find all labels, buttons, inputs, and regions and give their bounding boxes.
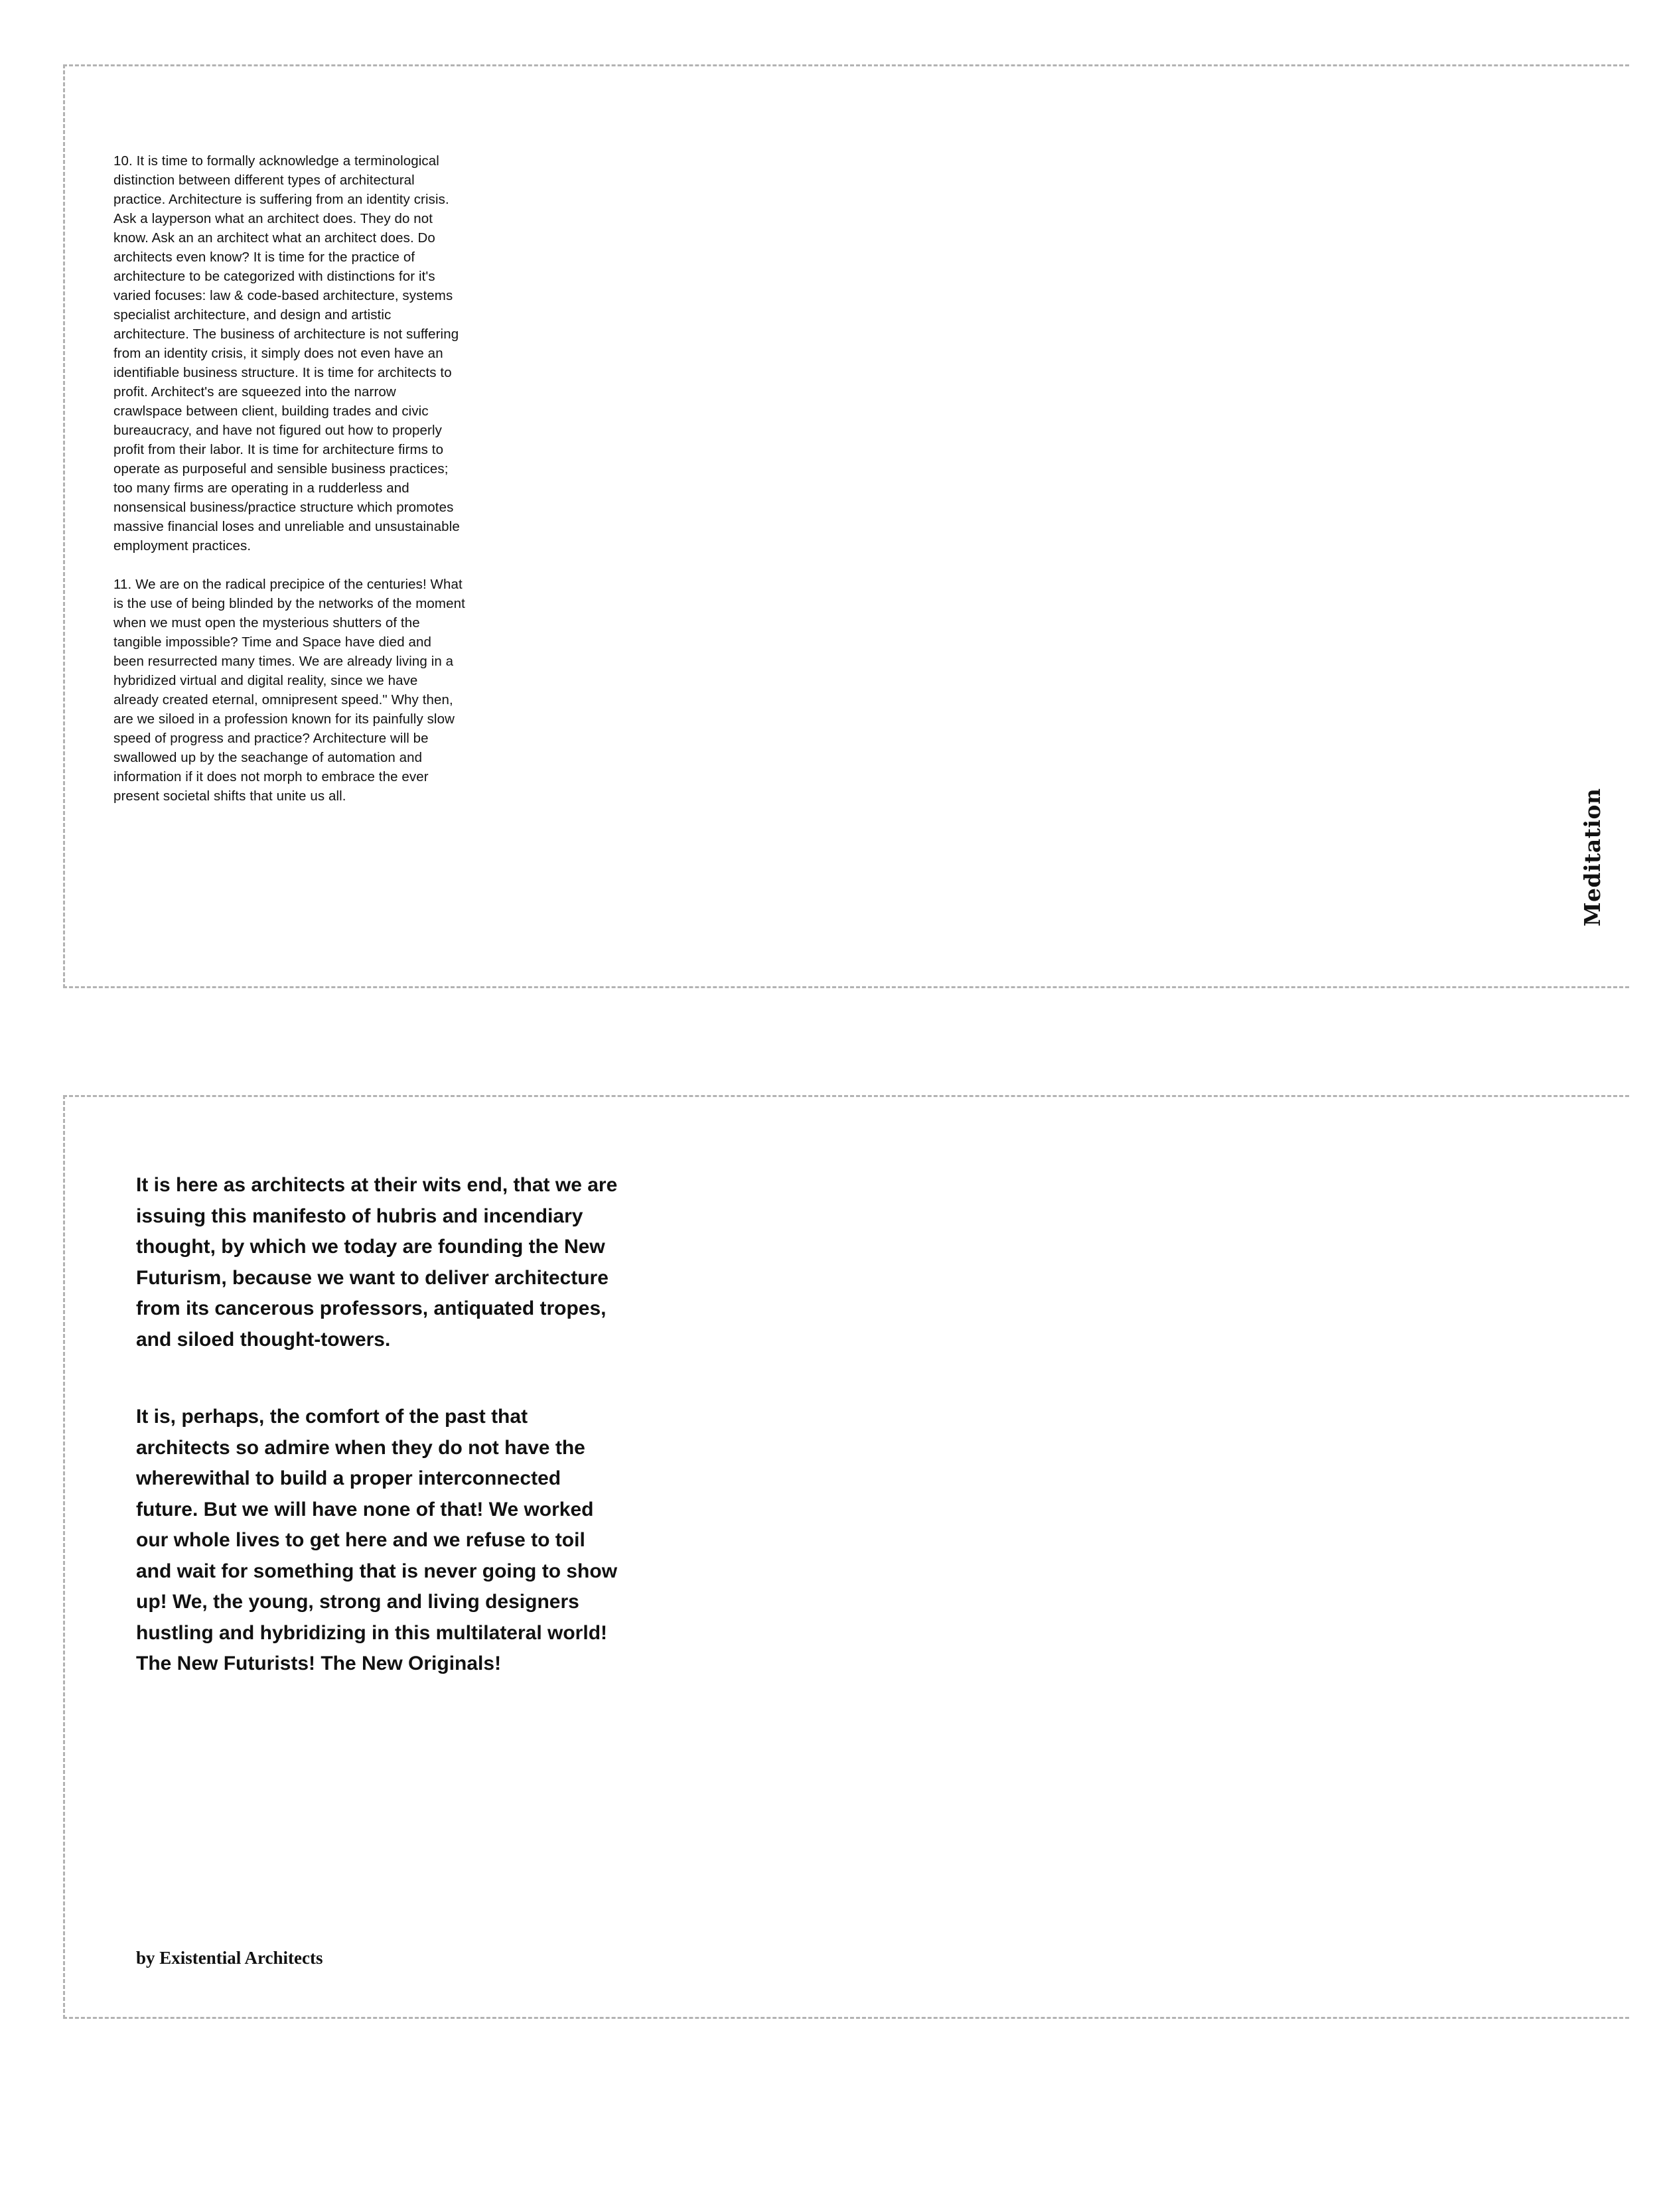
declaration-paragraph-2: It is, perhaps, the comfort of the past that architects so admire when they do not have the wherewithal to build a proper interconnected future. But we will have none of that! We worked our whole lives to get here and we refuse to toil and wait for something that is never going to show up! We, the young, strong and living designers hustling and hybridizing in this multilateral world! The New Futurists! The New Originals!	[136, 1406, 618, 1674]
manifesto-declaration-column	[136, 1170, 624, 1680]
manifesto-points-column	[113, 151, 465, 825]
page-card-bottom	[63, 1095, 1629, 2019]
point-11-paragraph: 11. We are on the radical precipice of the centuries! What is the use of being blinded by the networks of the moment when we must open the mysterious shutters of the tangible impossible? Time and Space have died and been resurrected many times. We are already living in a hybridized virtual and digital reality, since we have already created eternal, omnipresent speed." Why then, are we siloed in a profession known for its painfully slow speed of progress and practice? Architecture will be swallowed up by the seachange of automation and information if it does not morph to embrace the ever present societal shifts that unite us all.	[113, 577, 465, 804]
section-side-label	[1579, 788, 1606, 953]
section-side-label-text: Meditation	[1579, 788, 1605, 926]
point-10-paragraph: 10. It is time to formally acknowledge a terminological distinction between different types of architectural practice. Architecture is suffering from an identity crisis. Ask a layperson what an architect does. They do not know. Ask an an architect what an architect does. Do architects even know? It is time for the practice of architecture to be categorized with distinctions for it's varied focuses: law & code-based architecture, systems specialist architecture, and design and artistic architecture. The business of architecture is not suffering from an identity crisis, it simply does not even have an identifiable business structure. It is time for architects to profit. Architect's are squeezed into the narrow crawlspace between client, building trades and civic bureaucracy, and have not figured out how to properly profit from their labor. It is time for architecture firms to operate as purposeful and sensible business practices; too many firms are operating in a rudderless and nonsensical business/practice structure which promotes massive financial loses and unreliable and unsustainable employment practices.	[113, 153, 460, 553]
page-card-top	[63, 64, 1629, 988]
declaration-paragraph-1: It is here as architects at their wits end, that we are issuing this manifesto of hubris and incendiary thought, by which we today are founding the New Futurism, because we want to deliver architecture from its cancerous professors, antiquated tropes, and siloed thought-towers.	[136, 1174, 618, 1351]
author-byline: by Existential Architects	[136, 1948, 323, 1968]
